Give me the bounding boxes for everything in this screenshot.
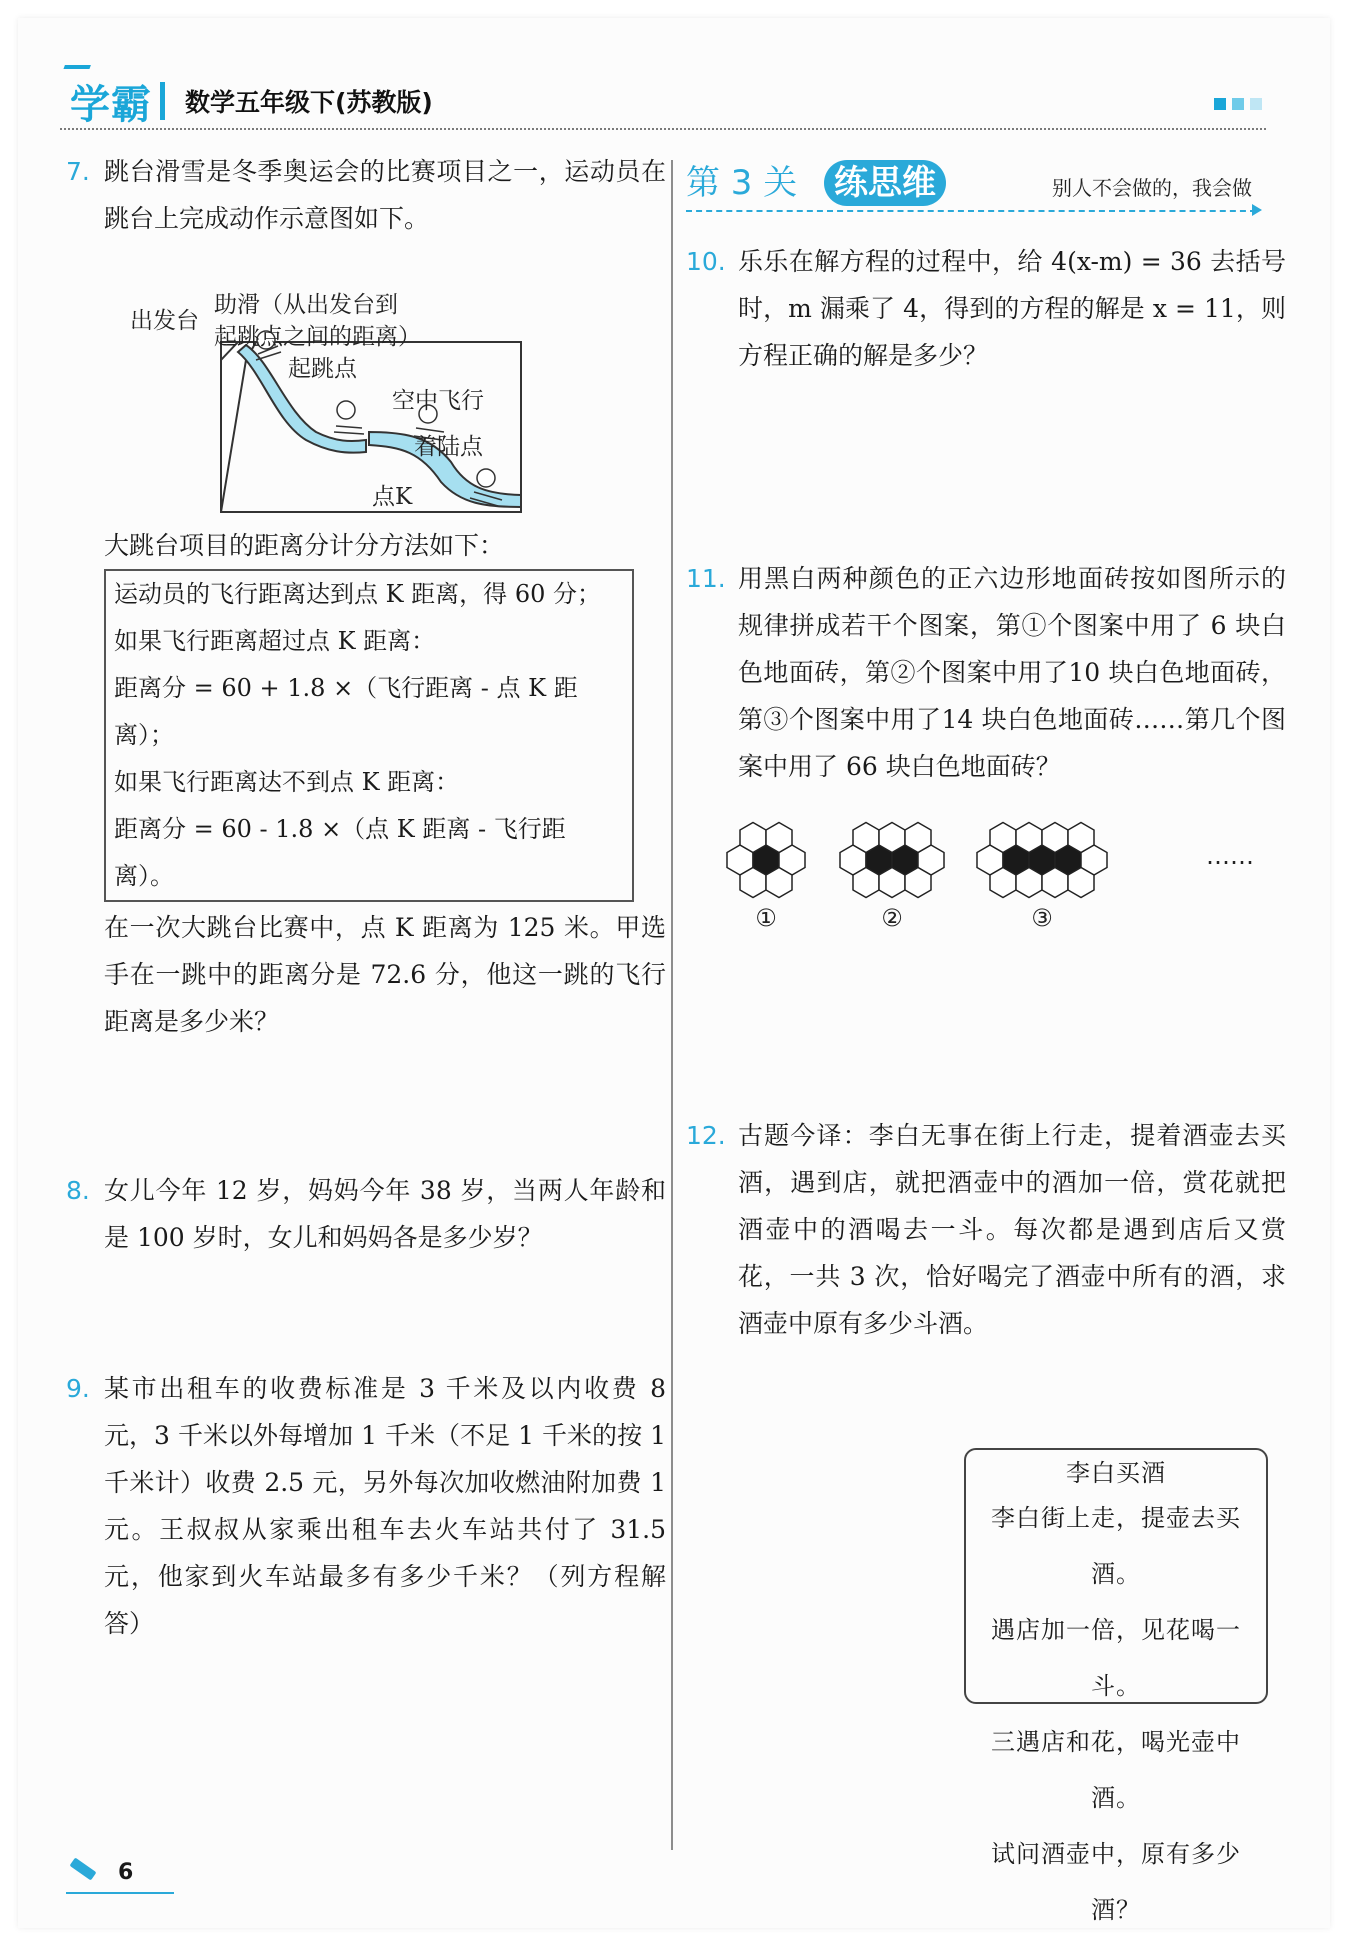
white-hexagon-tile — [740, 823, 766, 853]
book-title: 数学五年级下(苏教版) — [185, 88, 433, 117]
question-text: 乐乐在解方程的过程中，给 4(x-m) = 36 去括号时，m 漏乘了 4，得到的方程的解是 x = 11，则方程正确的解是多少？ — [738, 247, 1286, 370]
question-number: 10. — [686, 247, 726, 276]
section-banner — [686, 160, 1266, 210]
poem-line: 三遇店和花，喝光壶中酒。 — [991, 1728, 1241, 1812]
right-column — [686, 238, 1286, 1347]
question-text: 古题今译：李白无事在街上行走，提着酒壶去买酒，遇到店，就把酒壶中的酒加一倍，赏花就把酒壶中的酒喝去一斗。每次都是遇到店后又赏花，一共 3 次，恰好喝完了酒壶中所有的酒，求酒壶中原有多少斗酒。 — [738, 1121, 1286, 1338]
question-text: 用黑白两种颜色的正六边形地面砖按如图所示的规律拼成若干个图案，第①个图案中用了 6 块白色地面砖，第②个图案中用了10 块白色地面砖，第③个图案中用了14 块白色地面砖……第几个图案中用了 66 块白色地面砖？ — [738, 564, 1286, 781]
rule-line: 运动员的飞行距离达到点 K 距离，得 60 分； — [114, 580, 601, 608]
white-hexagon-tile — [905, 823, 931, 853]
white-hexagon-tile — [1016, 868, 1042, 898]
label-approach-2: 起跳点之间的距离） — [214, 324, 421, 350]
question-7-ask — [66, 904, 666, 1045]
section-underline — [686, 210, 1256, 212]
white-hexagon-tile — [1016, 823, 1042, 853]
footer-rule — [66, 1892, 174, 1894]
section-title: 第 3 关 — [686, 163, 798, 203]
label-k-point: 点K — [372, 484, 413, 510]
poem-line: 试问酒壶中，原有多少酒？ — [991, 1840, 1241, 1924]
white-hexagon-tile — [1068, 868, 1094, 898]
white-hexagon-tile — [853, 823, 879, 853]
label-flight: 空中飞行 — [392, 388, 484, 414]
white-hexagon-tile — [766, 868, 792, 898]
section-slogan: 别人不会做的，我会做 — [1052, 176, 1252, 200]
header-squares — [1214, 98, 1262, 110]
poem-line: 遇店加一倍，见花喝一斗。 — [991, 1616, 1241, 1700]
question-text: 跳台滑雪是冬季奥运会的比赛项目之一，运动员在跳台上完成动作示意图如下。 — [104, 157, 666, 233]
pattern-label-1: ① — [755, 904, 777, 932]
question-8 — [66, 1167, 666, 1261]
question-7 — [66, 148, 666, 242]
poem-box — [964, 1448, 1268, 1924]
ski-jump-figure — [66, 242, 666, 522]
brand-logo — [60, 73, 152, 130]
label-takeoff: 起跳点 — [288, 356, 357, 382]
white-hexagon-tile — [990, 868, 1016, 898]
white-hexagon-tile — [1042, 868, 1068, 898]
rule-line: 如果飞行距离超过点 K 距离： — [114, 627, 436, 655]
white-hexagon-tile — [1042, 823, 1068, 853]
question-11 — [686, 555, 1286, 790]
scoring-rules-box — [104, 569, 634, 902]
white-hexagon-tile — [905, 868, 931, 898]
question-number: 8. — [66, 1176, 90, 1205]
hexagon-pattern-figure — [686, 802, 1286, 932]
question-7-method — [66, 522, 666, 569]
brand — [60, 72, 433, 130]
question-text: 在一次大跳台比赛中，点 K 距离为 125 米。甲选手在一跳中的距离分是 72.6 分，他这一跳的飞行距离是多少米？ — [104, 913, 666, 1036]
header-rule — [60, 128, 1266, 130]
question-text: 某市出租车的收费标准是 3 千米及以内收费 8 元，3 千米以外每增加 1 千米（不足 1 千米的按 1 千米计）收费 2.5 元，另外每次加收燃油附加费 1 元。王叔叔从家乘出租车去火车站共付了 31.5 元，他家到火车站最多有多少千米？（列方程解答） — [104, 1374, 666, 1638]
pattern-label-2: ② — [881, 904, 903, 932]
pattern-label-3: ③ — [1031, 904, 1053, 932]
white-hexagon-tile — [879, 868, 905, 898]
white-hexagon-tile — [879, 823, 905, 853]
square-icon — [1214, 98, 1226, 110]
poem-title: 李白买酒 — [1066, 1459, 1166, 1487]
rule-line: 距离分 = 60 - 1.8 ×（点 K 距离 - 飞行距离）。 — [114, 815, 566, 890]
square-icon — [1232, 98, 1244, 110]
question-number: 11. — [686, 564, 726, 593]
question-10 — [686, 238, 1286, 379]
rule-line: 如果飞行距离达不到点 K 距离： — [114, 768, 460, 796]
section-tag: 练思维 — [824, 160, 946, 206]
page-number: 6 — [118, 1860, 134, 1885]
poem-line: 李白街上走，提壶去买酒。 — [991, 1504, 1241, 1588]
question-number: 9. — [66, 1374, 90, 1403]
arrow-right-icon — [1252, 204, 1262, 216]
label-approach-1: 助滑（从出发台到 — [214, 292, 398, 318]
rule-line: 距离分 = 60 + 1.8 ×（飞行距离 - 点 K 距离）； — [114, 674, 578, 749]
pattern-ellipsis: …… — [1206, 842, 1254, 870]
label-start: 出发台 — [130, 308, 199, 334]
brand-separator — [160, 82, 165, 120]
brand-name: 学霸 — [70, 81, 152, 128]
white-hexagon-tile — [853, 868, 879, 898]
question-number: 12. — [686, 1121, 726, 1150]
white-hexagon-tile — [1068, 823, 1094, 853]
question-number: 7. — [66, 157, 90, 186]
question-text: 女儿今年 12 岁，妈妈今年 38 岁，当两人年龄和是 100 岁时，女儿和妈妈各是多少岁？ — [104, 1176, 666, 1252]
question-12 — [686, 1112, 1286, 1347]
left-column — [66, 148, 666, 1647]
method-title: 大跳台项目的距离分计分方法如下： — [104, 531, 505, 560]
white-hexagon-tile — [766, 823, 792, 853]
label-landing: 着陆点 — [414, 434, 483, 460]
column-divider — [671, 160, 673, 1850]
question-9 — [66, 1365, 666, 1647]
square-icon — [1250, 98, 1262, 110]
skier-icon — [334, 401, 364, 434]
white-hexagon-tile — [740, 868, 766, 898]
graduation-cap-icon — [59, 65, 91, 81]
page-header — [60, 72, 1266, 130]
white-hexagon-tile — [990, 823, 1016, 853]
